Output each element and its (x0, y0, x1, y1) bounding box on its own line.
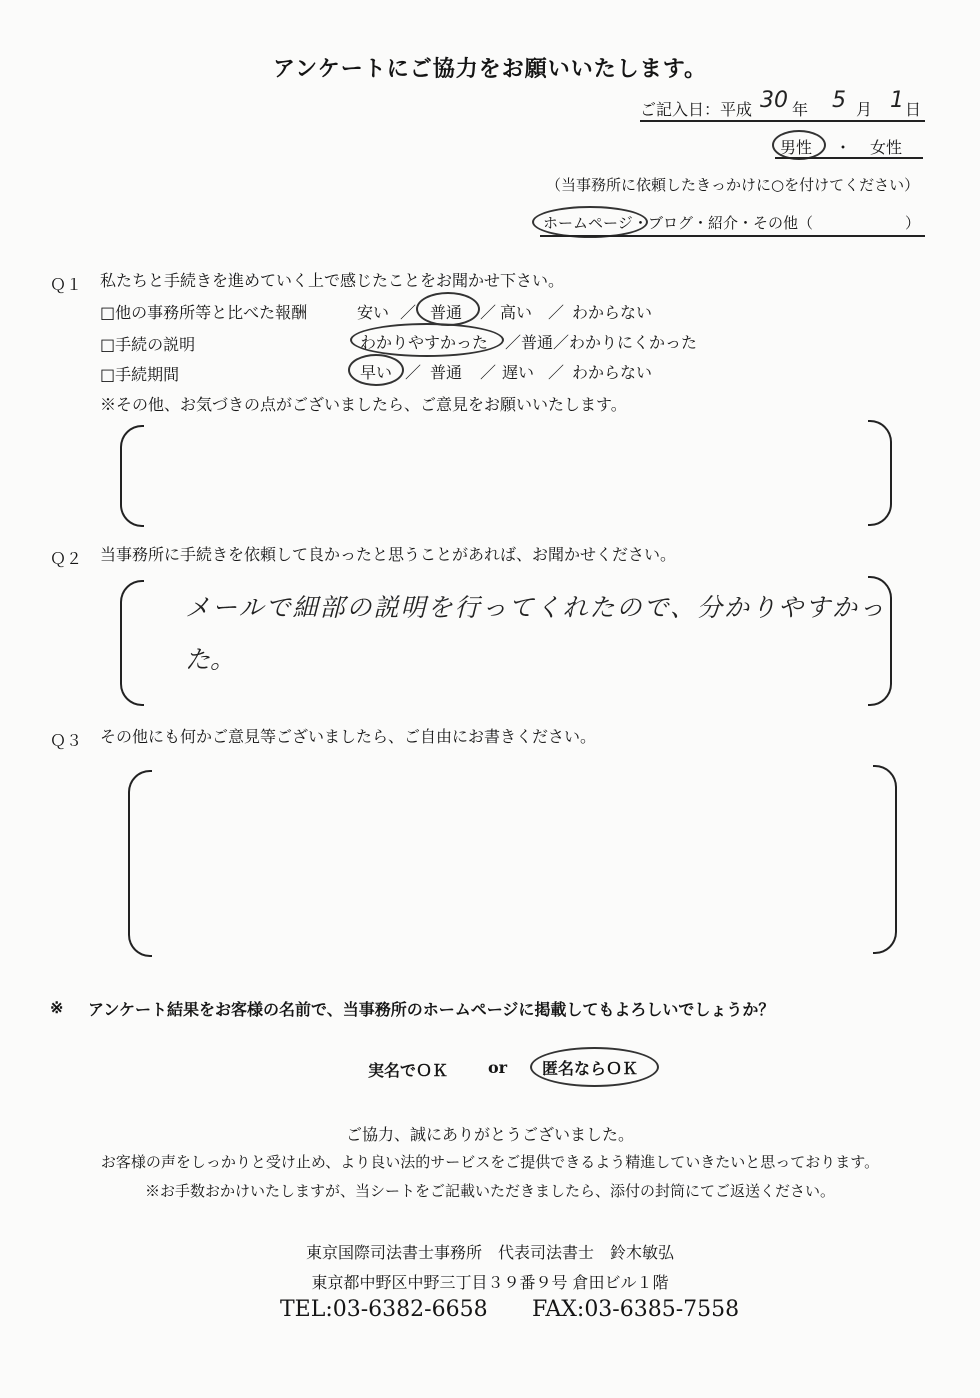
q3-question: その他にも何かご意見等ございましたら、ご自由にお書きください。 (100, 727, 597, 746)
period-option-fast[interactable]: 早い (360, 363, 393, 382)
q3-comment-box-left[interactable] (128, 770, 152, 957)
q2-answer-line1: メールで細部の説明を行ってくれたので、分かりやすかっ (185, 593, 887, 622)
period-slash-2: ／ (480, 363, 497, 382)
gender-female[interactable]: 女性 (870, 138, 903, 157)
trigger-prompt: （当事務所に依頼したきっかけに○を付けてください） (546, 176, 920, 194)
q3-comment-box-right[interactable] (873, 765, 897, 954)
homepage-circle-mark (532, 206, 648, 238)
entry-day: 1 (890, 88, 904, 113)
office-address: 東京都中野区中野三丁目３９番９号 倉田ビル１階 (311, 1273, 669, 1292)
fee-option-unknown[interactable]: わからない (572, 303, 653, 322)
footer-return-note: ※お手数おかけいたしますが、当シートをご記載いただきましたら、添付の封筒にてご返送ください。 (144, 1182, 835, 1200)
explanation-option-clear[interactable]: わかりやすかった (360, 333, 489, 352)
anonymous-circle-mark (530, 1047, 659, 1087)
q1-label: Ｑ１ (50, 275, 83, 294)
period-option-unknown[interactable]: わからない (572, 363, 653, 382)
q1-question: 私たちと手続きを進めていく上で感じたことをお聞かせ下さい。 (100, 271, 565, 290)
year-unit: 年 (792, 100, 809, 119)
period-slash-3: ／ (548, 363, 565, 382)
q2-answer-line2: た。 (185, 645, 236, 674)
q2-answer-box-left[interactable] (120, 580, 144, 706)
q3-label: Ｑ３ (50, 731, 83, 750)
fee-slash-2: ／ (480, 303, 497, 322)
q2-label: Ｑ２ (50, 549, 83, 568)
entry-date-label: ご記入日：平成 (640, 100, 753, 119)
period-option-slow[interactable]: 遅い (502, 363, 535, 382)
entry-month: 5 (832, 88, 846, 113)
gender-underline (775, 157, 923, 159)
publish-or: or (488, 1058, 508, 1077)
gender-male[interactable]: 男性 (780, 138, 813, 157)
office-tel: TEL:03-6382-6658 (280, 1297, 488, 1322)
period-slash-1: ／ (405, 363, 422, 382)
publish-question: アンケート結果をお客様の名前で、当事務所のホームページに掲載してもよろしいでしょうか？ (88, 1000, 775, 1019)
period-option-average[interactable]: 普通 (430, 363, 463, 382)
q1-note: ※その他、お気づきの点がございましたら、ご意見をお願いいたします。 (100, 395, 627, 414)
fee-slash-3: ／ (548, 303, 565, 322)
q1-comment-box-left[interactable] (120, 425, 144, 527)
office-name: 東京国際司法書士事務所 代表司法書士 鈴木敏弘 (305, 1243, 674, 1262)
q1-item-period-label: □手続期間 (100, 365, 180, 384)
q1-item-fee-label: □他の事務所等と比べた報酬 (100, 303, 308, 322)
q1-comment-box-right[interactable] (868, 420, 892, 526)
fee-option-cheap[interactable]: 安い (357, 303, 390, 322)
publish-option-anonymous[interactable]: 匿名ならＯＫ (542, 1059, 639, 1078)
fee-option-high[interactable]: 高い (500, 303, 533, 322)
q2-question: 当事務所に手続きを依頼して良かったと思うことがあれば、お聞かせください。 (100, 545, 677, 564)
date-underline (640, 120, 925, 122)
survey-title: アンケートにご協力をお願いいたします。 (273, 56, 707, 82)
fee-average-circle-mark (416, 292, 480, 326)
fee-slash-1: ／ (400, 303, 417, 322)
footer-thanks: ご協力、誠にありがとうございました。 (345, 1125, 634, 1144)
trigger-options[interactable]: ・ブログ・紹介・その他（ (633, 214, 814, 232)
month-unit: 月 (856, 100, 873, 119)
fee-option-average[interactable]: 普通 (430, 303, 463, 322)
explanation-clear-circle-mark (350, 323, 504, 357)
office-fax: FAX:03-6385-7558 (532, 1297, 740, 1322)
explanation-other-options[interactable]: ／普通／わかりにくかった (505, 333, 698, 352)
trigger-close-paren: ） (905, 214, 921, 232)
footer-message: お客様の声をしっかりと受け止め、より良い法的サービスをご提供できるよう精進していきたいと思っております。 (100, 1153, 880, 1171)
trigger-homepage[interactable]: ホームページ (543, 214, 633, 232)
gender-separator: ・ (835, 138, 852, 157)
trigger-underline (540, 235, 925, 237)
publish-option-real-name[interactable]: 実名でＯＫ (368, 1061, 449, 1080)
q1-item-explanation-label: □手続の説明 (100, 335, 196, 354)
publish-mark: ※ (50, 998, 64, 1017)
period-fast-circle-mark (348, 354, 404, 386)
entry-year: 30 (760, 88, 788, 113)
day-unit: 日 (905, 100, 922, 119)
male-circle-mark (772, 130, 826, 160)
